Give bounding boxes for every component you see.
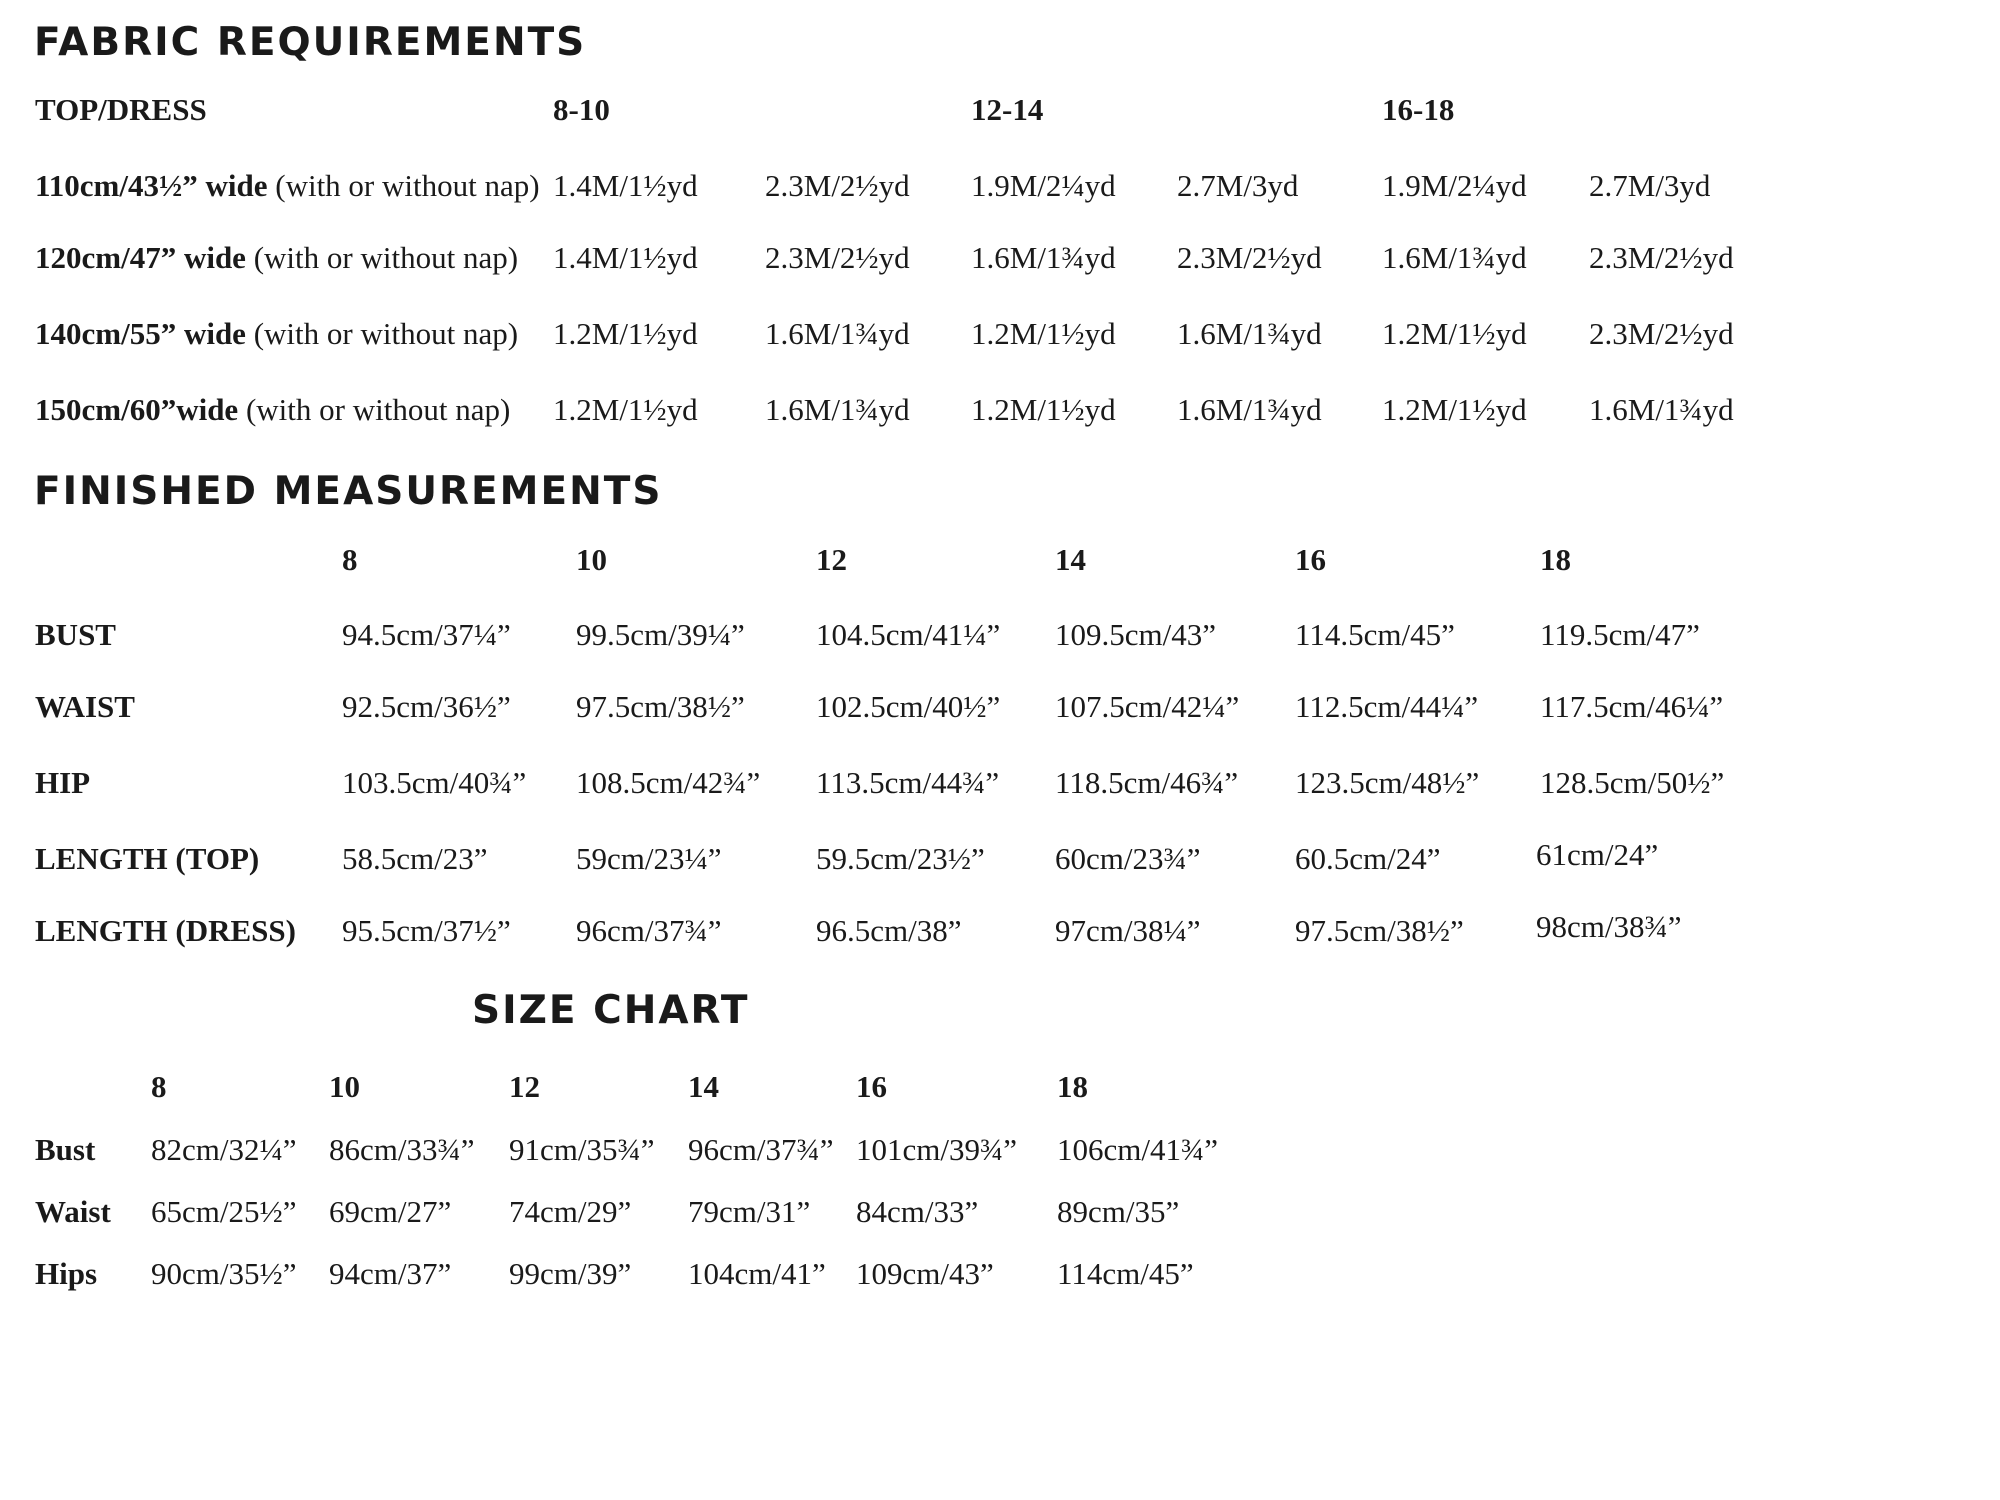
size-chart-row-label: Bust <box>35 1132 96 1167</box>
finished-value: 96.5cm/38” <box>816 913 962 948</box>
fabric-value: 1.2M/1½yd <box>553 316 698 351</box>
finished-value: 128.5cm/50½” <box>1540 765 1725 800</box>
finished-row-label: LENGTH (TOP) <box>35 841 260 876</box>
size-chart-value: 106cm/41¾” <box>1057 1132 1218 1167</box>
fabric-width-label: 140cm/55” wide <box>35 316 246 351</box>
finished-value: 107.5cm/42¼” <box>1055 689 1240 724</box>
size-chart-size-header: 12 <box>509 1069 540 1104</box>
finished-value: 113.5cm/44¾” <box>816 765 1000 800</box>
fabric-value: 2.3M/2½yd <box>765 168 910 203</box>
fabric-size-header: 16-18 <box>1382 92 1455 127</box>
finished-value: 92.5cm/36½” <box>342 689 511 724</box>
size-chart-value: 74cm/29” <box>509 1194 632 1229</box>
finished-value: 61cm/24” <box>1536 837 1659 872</box>
fabric-value: 1.6M/1¾yd <box>1589 392 1734 427</box>
fabric-nap-note: (with or without nap) <box>245 240 519 275</box>
fabric-value: 1.9M/2¼yd <box>1382 168 1527 203</box>
fabric-value: 1.6M/1¾yd <box>765 316 910 351</box>
fabric-width-label: 120cm/47” wide <box>35 240 246 275</box>
finished-row-label: LENGTH (DRESS) <box>35 913 296 948</box>
fabric-width-label: 110cm/43½” wide <box>35 168 268 203</box>
finished-value: 109.5cm/43” <box>1055 617 1216 652</box>
fabric-row-label <box>35 394 510 425</box>
fabric-value: 2.7M/3yd <box>1589 168 1711 203</box>
fabric-nap-note: (with or without nap) <box>238 392 511 427</box>
size-chart-value: 89cm/35” <box>1057 1194 1180 1229</box>
finished-value: 60.5cm/24” <box>1295 841 1441 876</box>
finished-value: 104.5cm/41¼” <box>816 617 1001 652</box>
size-chart-value: 99cm/39” <box>509 1256 632 1291</box>
finished-size-header: 8 <box>342 542 358 577</box>
fabric-nap-note: (with or without nap) <box>267 168 540 203</box>
finished-value: 102.5cm/40½” <box>816 689 1001 724</box>
fabric-value: 2.3M/2½yd <box>1589 240 1734 275</box>
finished-value: 123.5cm/48½” <box>1295 765 1480 800</box>
finished-value: 97.5cm/38½” <box>1295 913 1464 948</box>
finished-value: 59cm/23¼” <box>576 841 722 876</box>
fabric-row-label <box>35 170 540 201</box>
fabric-value: 2.3M/2½yd <box>765 240 910 275</box>
finished-value: 112.5cm/44¼” <box>1295 689 1479 724</box>
fabric-size-header: 12-14 <box>971 92 1044 127</box>
finished-value: 118.5cm/46¾” <box>1055 765 1239 800</box>
finished-value: 96cm/37¾” <box>576 913 722 948</box>
size-chart-value: 109cm/43” <box>856 1256 994 1291</box>
size-chart-value: 114cm/45” <box>1057 1256 1194 1291</box>
finished-value: 98cm/38¾” <box>1536 909 1682 944</box>
size-chart-value: 101cm/39¾” <box>856 1132 1017 1167</box>
finished-row-label: WAIST <box>35 689 135 724</box>
size-chart-title: SIZE CHART <box>472 988 750 1033</box>
fabric-value: 1.6M/1¾yd <box>1382 240 1527 275</box>
fabric-row-label <box>35 242 518 273</box>
fabric-value: 1.6M/1¾yd <box>765 392 910 427</box>
fabric-value: 2.3M/2½yd <box>1177 240 1322 275</box>
size-chart-row-label: Hips <box>35 1256 98 1291</box>
fabric-header-label: TOP/DRESS <box>35 92 207 127</box>
finished-size-header: 12 <box>816 542 847 577</box>
fabric-value: 1.9M/2¼yd <box>971 168 1116 203</box>
finished-size-header: 14 <box>1055 542 1086 577</box>
size-chart-row-label: Waist <box>35 1194 111 1229</box>
fabric-value: 1.6M/1¾yd <box>1177 316 1322 351</box>
finished-value: 117.5cm/46¼” <box>1540 689 1724 724</box>
finished-value: 95.5cm/37½” <box>342 913 511 948</box>
size-chart-value: 94cm/37” <box>329 1256 452 1291</box>
size-chart-size-header: 8 <box>151 1069 167 1104</box>
finished-measurements-title: FINISHED MEASUREMENTS <box>34 469 663 514</box>
size-chart-value: 79cm/31” <box>688 1194 811 1229</box>
fabric-value: 1.6M/1¾yd <box>1177 392 1322 427</box>
fabric-value: 2.3M/2½yd <box>1589 316 1734 351</box>
fabric-value: 1.4M/1½yd <box>553 168 698 203</box>
fabric-value: 1.2M/1½yd <box>971 392 1116 427</box>
size-chart-value: 69cm/27” <box>329 1194 452 1229</box>
fabric-value: 1.6M/1¾yd <box>971 240 1116 275</box>
size-chart-value: 96cm/37¾” <box>688 1132 834 1167</box>
finished-value: 97cm/38¼” <box>1055 913 1201 948</box>
finished-size-header: 16 <box>1295 542 1326 577</box>
finished-row-label: HIP <box>35 765 91 800</box>
finished-value: 60cm/23¾” <box>1055 841 1201 876</box>
size-chart-value: 86cm/33¾” <box>329 1132 475 1167</box>
size-chart-size-header: 10 <box>329 1069 360 1104</box>
size-chart-value: 84cm/33” <box>856 1194 979 1229</box>
size-chart-size-header: 16 <box>856 1069 887 1104</box>
size-chart-size-header: 18 <box>1057 1069 1088 1104</box>
fabric-value: 1.2M/1½yd <box>553 392 698 427</box>
size-chart-value: 82cm/32¼” <box>151 1132 297 1167</box>
finished-value: 103.5cm/40¾” <box>342 765 527 800</box>
fabric-nap-note: (with or without nap) <box>245 316 519 351</box>
finished-value: 58.5cm/23” <box>342 841 488 876</box>
finished-value: 94.5cm/37¼” <box>342 617 511 652</box>
finished-row-label: BUST <box>35 617 116 652</box>
size-chart-value: 65cm/25½” <box>151 1194 297 1229</box>
finished-size-header: 10 <box>576 542 607 577</box>
size-chart-value: 91cm/35¾” <box>509 1132 655 1167</box>
finished-value: 114.5cm/45” <box>1295 617 1455 652</box>
fabric-value: 1.2M/1½yd <box>971 316 1116 351</box>
finished-value: 119.5cm/47” <box>1540 617 1700 652</box>
fabric-value: 1.2M/1½yd <box>1382 316 1527 351</box>
size-chart-value: 104cm/41” <box>688 1256 826 1291</box>
size-chart-size-header: 14 <box>688 1069 719 1104</box>
size-chart-value: 90cm/35½” <box>151 1256 297 1291</box>
fabric-size-header: 8-10 <box>553 92 610 127</box>
fabric-value: 2.7M/3yd <box>1177 168 1299 203</box>
finished-value: 99.5cm/39¼” <box>576 617 745 652</box>
finished-value: 108.5cm/42¾” <box>576 765 761 800</box>
finished-size-header: 18 <box>1540 542 1571 577</box>
fabric-value: 1.4M/1½yd <box>553 240 698 275</box>
fabric-width-label: 150cm/60”wide <box>35 392 239 427</box>
fabric-value: 1.2M/1½yd <box>1382 392 1527 427</box>
finished-value: 59.5cm/23½” <box>816 841 985 876</box>
finished-value: 97.5cm/38½” <box>576 689 745 724</box>
fabric-row-label <box>35 318 518 349</box>
fabric-requirements-title: FABRIC REQUIREMENTS <box>34 20 587 65</box>
